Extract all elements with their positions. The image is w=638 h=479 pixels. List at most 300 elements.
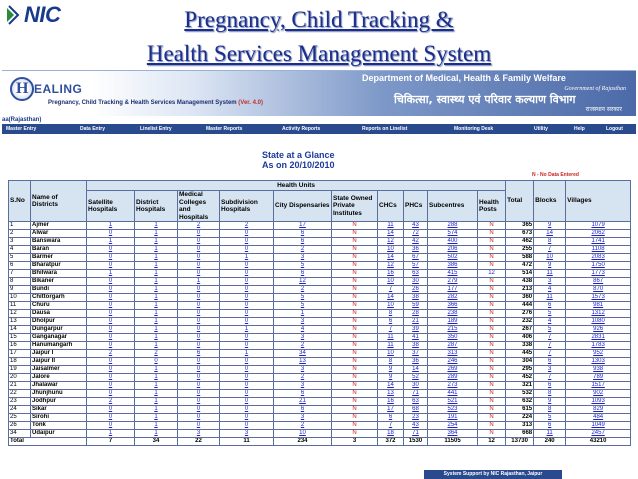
row-count-link[interactable]: 0 (87, 318, 135, 326)
row-count-link[interactable]: 1 (220, 350, 274, 358)
row-count-link[interactable]: 0 (87, 390, 135, 398)
row-count-link[interactable]: 0 (220, 382, 274, 390)
row-count-link[interactable]: 0 (178, 238, 220, 246)
row-count-link[interactable]: 0 (220, 310, 274, 318)
row-count-link[interactable]: 1 (135, 230, 178, 238)
row-count-link[interactable]: 0 (87, 246, 135, 254)
menu-utility[interactable]: Utility (534, 126, 548, 132)
row-count-link[interactable]: 289 (428, 374, 478, 382)
row-count-link[interactable]: 0 (220, 334, 274, 342)
row-count-link[interactable]: 5 (274, 302, 332, 310)
row-count-link[interactable]: 0 (178, 334, 220, 342)
row-district-name: Bharatpur (31, 262, 87, 270)
row-count-link[interactable]: 2 (274, 246, 332, 254)
row-count-link[interactable]: 3 (274, 318, 332, 326)
row-count-link[interactable]: 313 (428, 350, 478, 358)
row-count-link[interactable]: 63 (404, 398, 428, 406)
row-count-link[interactable]: 11 (378, 334, 404, 342)
row-count-link[interactable]: 0 (87, 326, 135, 334)
department-name-hindi: चिकित्सा, स्वास्थ्य एवं परिवार कल्याण विभाग (394, 93, 576, 106)
row-count-link[interactable]: 2 (135, 350, 178, 358)
row-count-link[interactable]: 43 (404, 422, 428, 430)
row-count-link[interactable]: 30 (404, 278, 428, 286)
row-count-link[interactable]: 0 (87, 302, 135, 310)
row-count-link[interactable]: 72 (404, 230, 428, 238)
row-count-link[interactable]: 1 (135, 326, 178, 334)
row-count-link[interactable]: 3 (274, 366, 332, 374)
row-count-link[interactable]: 1741 (566, 238, 631, 246)
row-count-link[interactable]: 6 (534, 422, 566, 430)
row-total: 668 (506, 430, 534, 438)
row-count-link[interactable]: 1303 (566, 358, 631, 366)
row-district-name: Sirohi (31, 414, 87, 422)
row-count-link[interactable]: 0 (220, 422, 274, 430)
row-count-link[interactable]: 10 (378, 302, 404, 310)
row-count-link[interactable]: 6 (274, 406, 332, 414)
row-count-link[interactable]: 2 (220, 222, 274, 230)
row-count-link[interactable]: 23 (404, 414, 428, 422)
row-count-link[interactable]: 10 (378, 246, 404, 254)
row-count-link[interactable]: 1 (135, 366, 178, 374)
row-count-link[interactable]: 2 (87, 350, 135, 358)
row-count-link[interactable]: 1 (135, 318, 178, 326)
row-count-link[interactable]: 6 (534, 382, 566, 390)
row-count-link[interactable]: 1750 (566, 262, 631, 270)
row-count-link[interactable]: 1 (87, 270, 135, 278)
row-count-link[interactable]: 0 (220, 302, 274, 310)
row-count-link[interactable]: 3 (274, 414, 332, 422)
row-count-link[interactable]: 0 (87, 230, 135, 238)
row-count-link[interactable]: 6 (378, 318, 404, 326)
row-count-link[interactable]: 0 (178, 326, 220, 334)
row-count-link[interactable]: 7 (378, 422, 404, 430)
row-count-link[interactable]: 521 (428, 398, 478, 406)
row-count-link[interactable]: 1 (135, 222, 178, 230)
row-count-link[interactable]: 0 (220, 358, 274, 366)
row-count-link[interactable]: 71 (404, 390, 428, 398)
row-count-link[interactable]: 7 (534, 246, 566, 254)
row-count-link[interactable]: 0 (178, 230, 220, 238)
row-count-link[interactable]: 0 (87, 334, 135, 342)
row-count-link[interactable]: 0 (135, 358, 178, 366)
row-count-link[interactable]: 0 (87, 414, 135, 422)
row-count-link[interactable]: 36 (404, 246, 428, 254)
row-count-link[interactable]: 5 (274, 262, 332, 270)
menu-data-entry[interactable]: Data Entry (80, 126, 106, 132)
row-count-link[interactable]: 1 (135, 246, 178, 254)
row-count-link[interactable]: 981 (566, 302, 631, 310)
row-count-link[interactable]: 1 (135, 302, 178, 310)
row-sno: 23 (9, 398, 31, 406)
row-count-link[interactable]: 441 (428, 390, 478, 398)
row-count-link[interactable]: 11 (534, 430, 566, 438)
row-count-link[interactable]: 8 (534, 238, 566, 246)
row-count-link[interactable]: 2 (178, 222, 220, 230)
no-data-legend: N - No Data Entered (532, 172, 579, 178)
row-count-link[interactable]: 273 (428, 382, 478, 390)
row-count-link[interactable]: 3 (534, 366, 566, 374)
row-count-link[interactable]: 1 (135, 238, 178, 246)
row-count-link[interactable]: 0 (87, 374, 135, 382)
row-count-link[interactable]: 6 (534, 358, 566, 366)
row-count-link[interactable]: 0 (178, 246, 220, 254)
report-title: State at a Glance (262, 150, 335, 160)
row-count-link[interactable]: 1 (135, 254, 178, 262)
menu-help[interactable]: Help (574, 126, 585, 132)
row-count-link[interactable]: 14 (378, 230, 404, 238)
row-count-link[interactable]: 0 (178, 390, 220, 398)
row-count-link[interactable]: 0 (178, 294, 220, 302)
row-count-link[interactable]: 5 (274, 294, 332, 302)
row-count-link[interactable]: 43 (404, 222, 428, 230)
row-count-link[interactable]: 0 (178, 406, 220, 414)
row-count-link[interactable]: 1 (135, 342, 178, 350)
row-count-link[interactable]: 42 (404, 238, 428, 246)
row-count-link[interactable]: 789 (566, 374, 631, 382)
row-count-link[interactable]: 3 (274, 334, 332, 342)
row-count-link[interactable]: 1 (135, 422, 178, 430)
row-count-link[interactable]: 1312 (566, 310, 631, 318)
row-count-link[interactable]: 10 (534, 254, 566, 262)
row-count-link[interactable]: 17 (274, 222, 332, 230)
row-count-link[interactable]: 0 (178, 262, 220, 270)
row-count-link[interactable]: 0 (87, 406, 135, 414)
menu-logout[interactable]: Logout (606, 126, 623, 132)
row-count-link[interactable]: 12 (378, 262, 404, 270)
row-count-link[interactable]: 0 (220, 406, 274, 414)
row-count-link[interactable]: 2 (274, 374, 332, 382)
row-count-link[interactable]: 867 (566, 278, 631, 286)
row-count-link[interactable]: 21 (404, 318, 428, 326)
row-count-link[interactable]: 38 (404, 342, 428, 350)
row-count-link[interactable]: 7 (534, 334, 566, 342)
row-count-link[interactable]: 870 (566, 286, 631, 294)
row-count-link[interactable]: 2 (274, 286, 332, 294)
menu-master-entry[interactable]: Master Entry (6, 126, 37, 132)
row-total: 472 (506, 262, 534, 270)
row-count-link[interactable]: 206 (428, 246, 478, 254)
row-count-link[interactable]: 0 (178, 254, 220, 262)
row-count-link[interactable]: 574 (428, 230, 478, 238)
row-count-link[interactable]: 14 (534, 230, 566, 238)
row-count-link[interactable]: 829 (566, 406, 631, 414)
row-count-link[interactable]: 938 (566, 366, 631, 374)
row-count-link[interactable]: 3 (274, 254, 332, 262)
row-cell: N (478, 238, 506, 246)
row-count-link[interactable]: 2 (274, 342, 332, 350)
row-count-link[interactable]: 1773 (566, 270, 631, 278)
row-count-link[interactable]: 4 (534, 318, 566, 326)
row-count-link[interactable]: 30 (404, 382, 428, 390)
table-row (9, 318, 631, 326)
row-count-link[interactable]: 1093 (566, 398, 631, 406)
row-count-link[interactable]: 0 (178, 318, 220, 326)
row-count-link[interactable]: 3 (274, 382, 332, 390)
row-count-link[interactable]: 502 (428, 254, 478, 262)
row-count-link[interactable]: 254 (428, 422, 478, 430)
row-count-link[interactable]: 9 (534, 222, 566, 230)
row-count-link[interactable]: 7 (534, 350, 566, 358)
row-count-link[interactable]: 0 (220, 238, 274, 246)
row-count-link[interactable]: 14 (378, 382, 404, 390)
row-count-link[interactable]: 11 (534, 270, 566, 278)
row-count-link[interactable]: 17 (378, 406, 404, 414)
row-count-link[interactable]: 386 (428, 262, 478, 270)
table-row (9, 334, 631, 342)
row-count-link[interactable]: 1 (135, 286, 178, 294)
row-count-link[interactable]: 0 (178, 382, 220, 390)
row-count-link[interactable]: 0 (220, 230, 274, 238)
row-count-link[interactable]: 34 (274, 350, 332, 358)
row-count-link[interactable]: 1 (87, 238, 135, 246)
row-count-link[interactable]: 0 (220, 342, 274, 350)
row-count-link[interactable]: 0 (178, 374, 220, 382)
row-count-link[interactable]: 1 (135, 278, 178, 286)
row-count-link[interactable]: 0 (87, 382, 135, 390)
row-count-link[interactable]: 67 (404, 254, 428, 262)
row-count-link[interactable]: 11 (378, 342, 404, 350)
row-count-link[interactable]: 9 (378, 374, 404, 382)
row-count-link[interactable]: 63 (404, 270, 428, 278)
row-district-name: Dausa (31, 310, 87, 318)
row-count-link[interactable]: 0 (220, 318, 274, 326)
row-count-link[interactable]: 6 (378, 414, 404, 422)
row-count-link[interactable]: 1 (135, 262, 178, 270)
row-count-link[interactable]: 0 (220, 374, 274, 382)
row-count-link[interactable]: 238 (428, 310, 478, 318)
row-count-link[interactable]: 11 (378, 222, 404, 230)
row-count-link[interactable]: 0 (87, 294, 135, 302)
row-total: 588 (506, 254, 534, 262)
row-count-link[interactable]: 1 (135, 334, 178, 342)
row-count-link[interactable]: 287 (428, 342, 478, 350)
row-count-link[interactable]: 0 (87, 310, 135, 318)
row-count-link[interactable]: 1 (135, 382, 178, 390)
row-count-link[interactable]: 364 (428, 430, 478, 438)
row-count-link[interactable]: 1573 (566, 294, 631, 302)
row-count-link[interactable]: 189 (428, 318, 478, 326)
row-count-link[interactable]: 6 (274, 230, 332, 238)
row-count-link[interactable]: 0 (87, 254, 135, 262)
row-count-link[interactable]: 52 (404, 374, 428, 382)
row-count-link[interactable]: 2083 (566, 254, 631, 262)
row-count-link[interactable]: 0 (178, 286, 220, 294)
row-count-link[interactable]: 1 (178, 278, 220, 286)
row-count-link[interactable]: 12 (378, 238, 404, 246)
row-count-link[interactable]: 4 (274, 326, 332, 334)
row-count-link[interactable]: 0 (220, 398, 274, 406)
row-count-link[interactable]: 902 (566, 390, 631, 398)
row-count-link[interactable]: 16 (378, 270, 404, 278)
row-count-link[interactable]: 288 (428, 222, 478, 230)
row-count-link[interactable]: 926 (566, 326, 631, 334)
row-count-link[interactable]: 8 (378, 310, 404, 318)
row-count-link[interactable]: 1080 (566, 318, 631, 326)
row-count-link[interactable]: 0 (178, 422, 220, 430)
row-count-link[interactable]: 6 (274, 270, 332, 278)
row-count-link[interactable]: 400 (428, 238, 478, 246)
row-count-link[interactable]: 7 (534, 374, 566, 382)
row-count-link[interactable]: 0 (220, 270, 274, 278)
row-count-link[interactable]: 350 (428, 334, 478, 342)
menu-reports-on-linelist[interactable]: Reports on Linelist (362, 126, 408, 132)
row-count-link[interactable]: 6 (178, 350, 220, 358)
row-count-link[interactable]: 57 (404, 262, 428, 270)
row-count-link[interactable]: 1 (135, 398, 178, 406)
row-count-link[interactable]: 12 (274, 278, 332, 286)
row-count-link[interactable]: 9 (534, 262, 566, 270)
row-count-link[interactable]: 4 (534, 286, 566, 294)
row-count-link[interactable]: 9 (534, 398, 566, 406)
row-count-link[interactable]: 279 (428, 278, 478, 286)
row-count-link[interactable]: 246 (428, 358, 478, 366)
row-count-link[interactable]: 0 (178, 310, 220, 318)
row-count-link[interactable]: 191 (428, 414, 478, 422)
total-label: Total (9, 438, 87, 446)
row-count-link[interactable]: 0 (87, 286, 135, 294)
row-count-link[interactable]: 1517 (566, 382, 631, 390)
row-count-link[interactable]: 37 (404, 350, 428, 358)
row-count-link[interactable]: 1 (135, 390, 178, 398)
row-count-link[interactable]: 269 (428, 366, 478, 374)
row-count-link[interactable]: 68 (404, 406, 428, 414)
row-count-link[interactable]: 5 (534, 326, 566, 334)
row-count-link[interactable]: 952 (566, 350, 631, 358)
row-count-link[interactable]: 2 (87, 398, 135, 406)
row-count-link[interactable]: 0 (220, 366, 274, 374)
row-count-link[interactable]: 6 (274, 238, 332, 246)
row-count-link[interactable]: 1079 (566, 222, 631, 230)
row-count-link[interactable]: 38 (404, 294, 428, 302)
row-count-link[interactable]: 6 (274, 390, 332, 398)
row-count-link[interactable]: 2062 (566, 230, 631, 238)
row-count-link[interactable]: 215 (428, 326, 478, 334)
row-sno: 1 (9, 222, 31, 230)
row-count-link[interactable]: 0 (178, 270, 220, 278)
row-count-link[interactable]: 1 (220, 326, 274, 334)
row-count-link[interactable]: 59 (404, 302, 428, 310)
table-row (9, 302, 631, 310)
row-count-link[interactable]: 7 (378, 286, 404, 294)
row-count-link[interactable]: 11 (534, 294, 566, 302)
row-count-link[interactable]: 13 (378, 390, 404, 398)
row-count-link[interactable]: 1 (135, 406, 178, 414)
row-count-link[interactable]: 1 (135, 374, 178, 382)
row-count-link[interactable]: 13 (274, 358, 332, 366)
row-count-link[interactable]: 0 (220, 278, 274, 286)
row-count-link[interactable]: 0 (87, 278, 135, 286)
row-count-link[interactable]: 3 (178, 430, 220, 438)
row-count-link[interactable]: 0 (178, 366, 220, 374)
row-count-link[interactable]: 0 (87, 342, 135, 350)
menu-linelist-entry[interactable]: Linelist Entry (140, 126, 172, 132)
row-count-link[interactable]: 36 (404, 358, 428, 366)
row-count-link[interactable]: 1 (135, 294, 178, 302)
row-count-link[interactable]: 8 (534, 390, 566, 398)
row-count-link[interactable]: 5 (534, 310, 566, 318)
row-count-link[interactable]: 21 (274, 398, 332, 406)
row-count-link[interactable]: 7 (534, 342, 566, 350)
row-cell: N (478, 318, 506, 326)
row-count-link[interactable]: 41 (404, 334, 428, 342)
row-count-link[interactable]: 2 (274, 422, 332, 430)
row-count-link[interactable]: 3 (534, 278, 566, 286)
row-count-link[interactable]: 3 (220, 430, 274, 438)
menu-activity-reports[interactable]: Activity Reports (282, 126, 321, 132)
row-count-link[interactable]: 1 (135, 414, 178, 422)
row-count-link[interactable]: 14 (378, 294, 404, 302)
row-count-link[interactable]: 10 (378, 350, 404, 358)
row-count-link[interactable]: 28 (404, 310, 428, 318)
row-district-name: Udaipur (31, 430, 87, 438)
row-count-link[interactable]: 0 (178, 358, 220, 366)
row-count-link[interactable]: 282 (428, 294, 478, 302)
row-count-link[interactable]: 1783 (566, 342, 631, 350)
row-count-link[interactable]: 0 (87, 366, 135, 374)
row-count-link[interactable]: 0 (178, 414, 220, 422)
row-count-link[interactable]: 1 (220, 254, 274, 262)
row-count-link[interactable]: 0 (220, 262, 274, 270)
healing-logo[interactable] (10, 77, 83, 101)
row-count-link[interactable]: 9 (378, 366, 404, 374)
row-count-link[interactable]: 10 (274, 430, 332, 438)
row-count-link[interactable]: 39 (404, 326, 428, 334)
row-count-link[interactable]: 1 (135, 430, 178, 438)
row-count-link[interactable]: 18 (378, 430, 404, 438)
row-count-link[interactable]: 7 (378, 326, 404, 334)
row-count-link[interactable]: 14 (404, 366, 428, 374)
row-count-link[interactable]: 1 (274, 310, 332, 318)
row-count-link[interactable]: 1049 (566, 422, 631, 430)
row-count-link[interactable]: 0 (220, 294, 274, 302)
row-count-link[interactable]: 0 (87, 358, 135, 366)
row-count-link[interactable]: 8 (378, 358, 404, 366)
row-count-link[interactable]: 415 (428, 270, 478, 278)
row-count-link[interactable]: 26 (404, 286, 428, 294)
row-count-link[interactable]: 366 (428, 302, 478, 310)
row-count-link[interactable]: 0 (220, 390, 274, 398)
row-count-link[interactable]: 1108 (566, 246, 631, 254)
menu-monitoring-desk[interactable]: Monitoring Desk (454, 126, 494, 132)
row-count-link[interactable]: 5 (534, 414, 566, 422)
row-count-link[interactable]: 1 (135, 310, 178, 318)
row-count-link[interactable]: 0 (87, 422, 135, 430)
row-count-link[interactable]: 0 (220, 414, 274, 422)
menu-master-reports[interactable]: Master Reports (206, 126, 243, 132)
row-count-link[interactable]: 0 (220, 286, 274, 294)
row-count-link[interactable]: 71 (404, 430, 428, 438)
row-count-link[interactable]: 0 (220, 246, 274, 254)
row-count-link[interactable]: 0 (178, 302, 220, 310)
row-count-link[interactable]: 484 (566, 414, 631, 422)
row-count-link[interactable]: 1 (87, 430, 135, 438)
row-count-link[interactable]: 10 (378, 278, 404, 286)
row-count-link[interactable]: 6 (534, 302, 566, 310)
row-count-link[interactable]: 523 (428, 406, 478, 414)
row-count-link[interactable]: 0 (178, 398, 220, 406)
row-count-link[interactable]: 177 (428, 286, 478, 294)
row-count-link[interactable]: 8 (534, 406, 566, 414)
row-count-link[interactable]: 2831 (566, 334, 631, 342)
row-count-link[interactable]: 1 (135, 270, 178, 278)
row-count-link[interactable]: 16 (378, 398, 404, 406)
row-count-link[interactable]: 0 (178, 342, 220, 350)
row-count-link[interactable]: 14 (378, 254, 404, 262)
row-count-link[interactable]: 1 (87, 222, 135, 230)
row-count-link[interactable]: 2457 (566, 430, 631, 438)
row-sno: 19 (9, 366, 31, 374)
row-count-link[interactable]: 0 (87, 262, 135, 270)
